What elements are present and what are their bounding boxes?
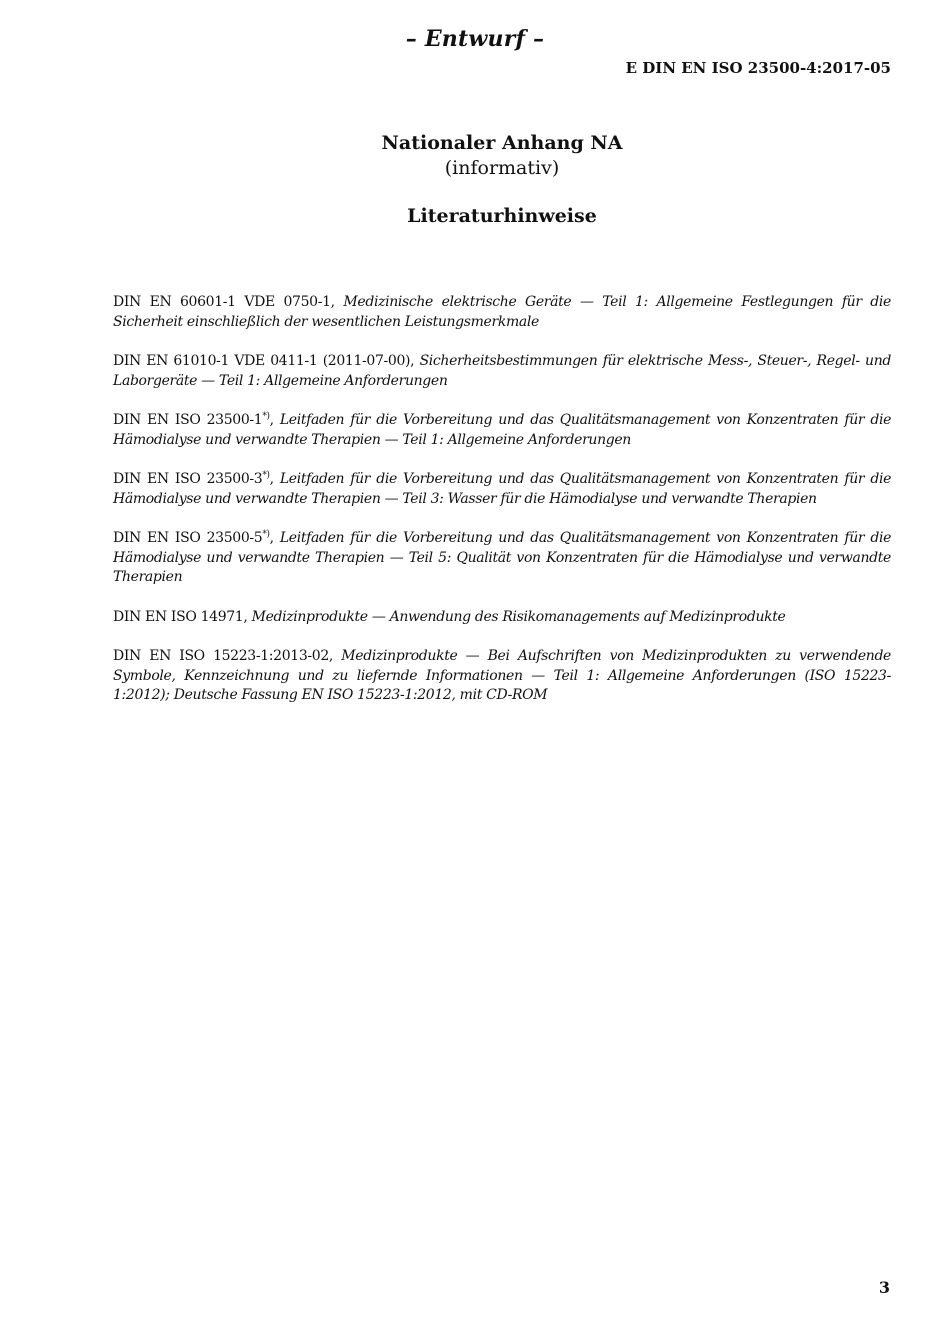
footnote-mark: *) [262, 470, 270, 481]
reference-item: DIN EN ISO 23500-1*), Leitfaden für die Vorbereitung und das Qualitätsmanagement von Konzentraten für die Hämodialyse und verwandte Therapien — Teil 1: Allgemeine Anforderungen [113, 411, 892, 448]
reference-title: Medizinische elektrische Geräte — Teil 1: Allgemeine Festlegungen für die Sicherheit einschließlich der wesentlichen Leistungsmerkmale [113, 294, 891, 330]
reference-list [113, 293, 891, 726]
annex-heading [0, 130, 950, 180]
reference-designation: DIN EN ISO 23500-3 [113, 471, 263, 487]
reference-designation: DIN EN ISO 23500-5 [113, 530, 263, 546]
reference-title: Medizinprodukte — Bei Aufschriften von Medizinprodukten zu verwendende Symbole, Kennzeichnung und zu liefernde Informationen — Teil 1: Allgemeine Anforderungen (ISO 15223-1:2012); Deutsche Fassung EN ISO 15223-1:2012, mit CD-ROM [113, 648, 891, 703]
annex-subtitle: (informativ) [444, 157, 560, 179]
reference-item [113, 608, 891, 628]
document-id: E DIN EN ISO 23500-4:2017-05 [625, 59, 891, 77]
page-number: 3 [878, 1278, 890, 1297]
reference-title: Sicherheitsbestimmungen für elektrische Mess-, Steuer-, Regel- und Laborgeräte — Teil 1: Allgemeine Anforderungen [113, 353, 891, 389]
reference-designation: DIN EN 61010-1 VDE 0411-1 (2011-07-00), [113, 353, 415, 369]
reference-item: DIN EN ISO 23500-3*), Leitfaden für die Vorbereitung und das Qualitätsmanagement von Konzentraten für die Hämodialyse und verwandte Therapien — Teil 3: Wasser für die Hämodialyse und verwandte Therapien [113, 470, 892, 507]
reference-item [113, 647, 891, 706]
reference-designation: DIN EN ISO 23500-1 [113, 412, 263, 428]
reference-title: Leitfaden für die Vorbereitung und das Qualitätsmanagement von Konzentraten für die Hämodialyse und verwandte Therapien — Teil 5: Qualität von Konzentraten für die Hämodialyse und verwandte Therapien [113, 530, 892, 585]
reference-designation: DIN EN 60601-1 VDE 0750-1, [113, 294, 335, 310]
reference-designation: DIN EN ISO 15223-1:2013-02, [113, 648, 333, 664]
footnote-mark: *) [262, 411, 270, 422]
section-title: Literaturhinweise [407, 205, 597, 227]
reference-title: Leitfaden für die Vorbereitung und das Qualitätsmanagement von Konzentraten für die Hämodialyse und verwandte Therapien — Teil 3: Wasser für die Hämodialyse und verwandte Therapien [113, 471, 892, 507]
reference-item: DIN EN ISO 23500-5*), Leitfaden für die Vorbereitung und das Qualitätsmanagement von Konzentraten für die Hämodialyse und verwandte Therapien — Teil 5: Qualität von Konzentraten für die Hämodialyse und verwandte Therapien [113, 529, 892, 585]
reference-item [113, 352, 891, 391]
reference-title: Medizinprodukte — Anwendung des Risikomanagements auf Medizinprodukte [251, 608, 786, 625]
reference-designation: DIN EN ISO 14971, [113, 608, 248, 625]
draft-label: – Entwurf – [405, 26, 545, 52]
annex-title: Nationaler Anhang NA [381, 132, 623, 154]
reference-item [113, 293, 891, 332]
reference-title: Leitfaden für die Vorbereitung und das Qualitätsmanagement von Konzentraten für die Hämodialyse und verwandte Therapien — Teil 1: Allgemeine Anforderungen [113, 412, 892, 448]
footnote-mark: *) [262, 529, 270, 540]
